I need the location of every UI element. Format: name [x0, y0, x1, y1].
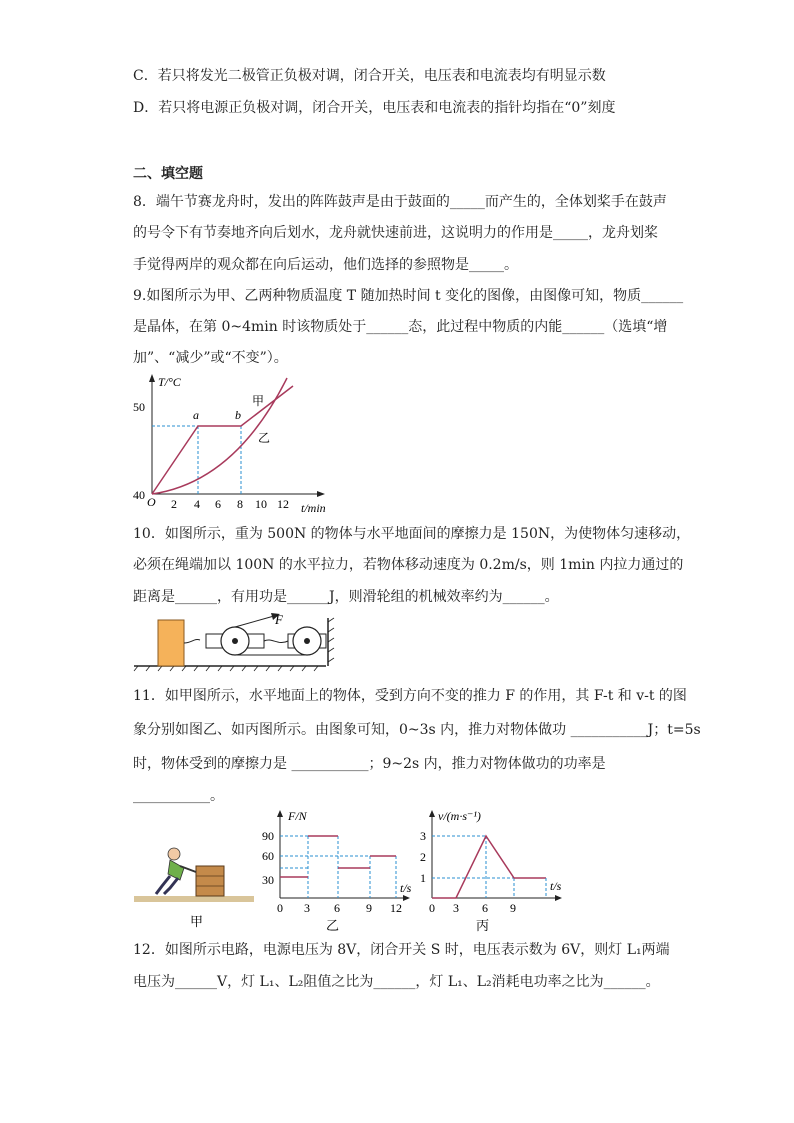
origin-label: O: [147, 495, 156, 509]
x-axis-label: t/min: [301, 501, 326, 515]
x-axis-label: t/s: [550, 879, 562, 893]
movable-pulley-axle: [232, 638, 238, 644]
q11-line-3: 时，物体受到的摩擦力是 ___________；9~2s 内，推力对物体做功的功率是: [133, 756, 606, 772]
q11-velocity-time-chart: [410, 806, 570, 934]
q8-line-3: 手觉得两岸的观众都在向后运动，他们选择的参照物是_____。: [133, 257, 518, 273]
y-tick-3: 3: [420, 829, 426, 843]
x-axis-arrow: [317, 491, 325, 497]
option-d: D．若只将电源正负极对调，闭合开关，电压表和电流表的指针均指在“0”刻度: [133, 100, 616, 116]
q10-pulley-figure: [130, 610, 340, 672]
velocity-line: [432, 836, 546, 898]
section-title: 二、填空题: [133, 166, 203, 182]
point-b-label: b: [235, 408, 241, 422]
figure-bing-caption: 丙: [476, 918, 490, 933]
series-jia-label: 甲: [252, 394, 265, 408]
q11-line-1: 11．如甲图所示，水平地面上的物体，受到方向不变的推力 F 的作用，其 F-t 和 v-t 的图: [133, 688, 687, 704]
figure-jia-caption: 甲: [190, 914, 204, 929]
x-tick-2: 2: [171, 497, 177, 511]
y-axis-arrow: [429, 810, 435, 817]
block-hook: [184, 640, 200, 643]
q9-line-1: 9.如图所示为甲、乙两种物质温度 T 随加热时间 t 变化的图像，由图像可知，物质______: [133, 288, 684, 304]
y-axis-arrow: [149, 374, 155, 382]
y-tick-2: 2: [420, 850, 426, 864]
x-tick-3: 3: [304, 901, 310, 915]
x-tick-0: 0: [277, 901, 283, 915]
y-axis-label: v/(m·s⁻¹): [438, 809, 481, 823]
series-yi-label: 乙: [258, 431, 271, 445]
q11-line-4: ___________。: [133, 788, 224, 804]
figure-yi-caption: 乙: [326, 918, 340, 933]
y-tick-40: 40: [133, 488, 145, 502]
series-jia-line: [152, 386, 293, 494]
floor: [134, 896, 254, 902]
q9-temperature-chart: [125, 372, 345, 520]
x-axis-arrow: [555, 895, 562, 901]
x-tick-10: 10: [255, 497, 267, 511]
force-label: F: [275, 612, 283, 627]
x-tick-6: 6: [482, 901, 488, 915]
x-axis-arrow: [403, 895, 410, 901]
y-axis-label: F/N: [288, 809, 307, 823]
x-tick-12: 12: [390, 901, 402, 915]
rope-link: [264, 640, 288, 643]
y-axis-arrow: [277, 810, 283, 817]
y-tick-1: 1: [420, 871, 426, 885]
q8-line-2: 的号令下有节奏地齐向后划水，龙舟就快速前进，这说明力的作用是_____，龙舟划桨: [133, 225, 658, 241]
x-axis-label: t/s: [400, 881, 412, 895]
pushed-box: [196, 866, 224, 896]
object-block: [158, 620, 184, 666]
q10-line-1: 10．如图所示，重为 500N 的物体与水平地面间的摩擦力是 150N，为使物体匀速移动，: [133, 526, 691, 542]
x-tick-8: 8: [237, 497, 243, 511]
y-tick-30: 30: [262, 873, 274, 887]
q10-line-3: 距离是______，有用功是______J，则滑轮组的机械效率约为______。: [133, 589, 559, 605]
person-legs: [156, 876, 178, 894]
q8-line-1: 8．端午节赛龙舟时，发出的阵阵鼓声是由于鼓面的_____而产生的，全体划桨手在鼓声: [133, 194, 667, 210]
force-arrow-line: [235, 616, 274, 627]
q12-line-1: 12．如图所示电路，电源电压为 8V，闭合开关 S 时，电压表示数为 6V，则灯 L₁两端: [133, 942, 670, 958]
person-head: [168, 848, 180, 860]
x-tick-9: 9: [510, 901, 516, 915]
option-c: C．若只将发光二极管正负极对调，闭合开关，电压表和电流表均有明显示数: [133, 68, 606, 84]
wall-hatching: [328, 618, 334, 662]
q9-line-2: 是晶体，在第 0~4min 时该物质处于______态，此过程中物质的内能______（选填“增: [133, 319, 668, 335]
x-tick-6: 6: [334, 901, 340, 915]
y-tick-60: 60: [262, 849, 274, 863]
y-tick-50: 50: [133, 400, 145, 414]
fixed-pulley-axle: [304, 638, 310, 644]
x-tick-4: 4: [194, 497, 200, 511]
x-tick-0: 0: [429, 901, 435, 915]
q11-figure-jia: [134, 836, 254, 930]
x-tick-12: 12: [277, 497, 289, 511]
point-a-label: a: [193, 408, 199, 422]
q10-line-2: 必须在绳端加以 100N 的水平拉力，若物体移动速度为 0.2m/s，则 1min 内拉力通过的: [133, 557, 684, 573]
x-tick-3: 3: [453, 901, 459, 915]
y-axis-label: T/°C: [158, 375, 181, 389]
y-tick-90: 90: [262, 829, 274, 843]
q9-line-3: 加”、“减少”或“不变”）。: [133, 350, 288, 366]
q12-line-2: 电压为______V，灯 L₁、L₂阻值之比为______，灯 L₁、L₂消耗电功率之比为______。: [133, 974, 660, 990]
q11-line-2: 象分别如图乙、如丙图所示。由图象可知，0~3s 内，推力对物体做功 ___________J；t=5s: [133, 722, 701, 738]
x-tick-9: 9: [366, 901, 372, 915]
q11-force-time-chart: [258, 806, 418, 934]
x-tick-6: 6: [215, 497, 221, 511]
